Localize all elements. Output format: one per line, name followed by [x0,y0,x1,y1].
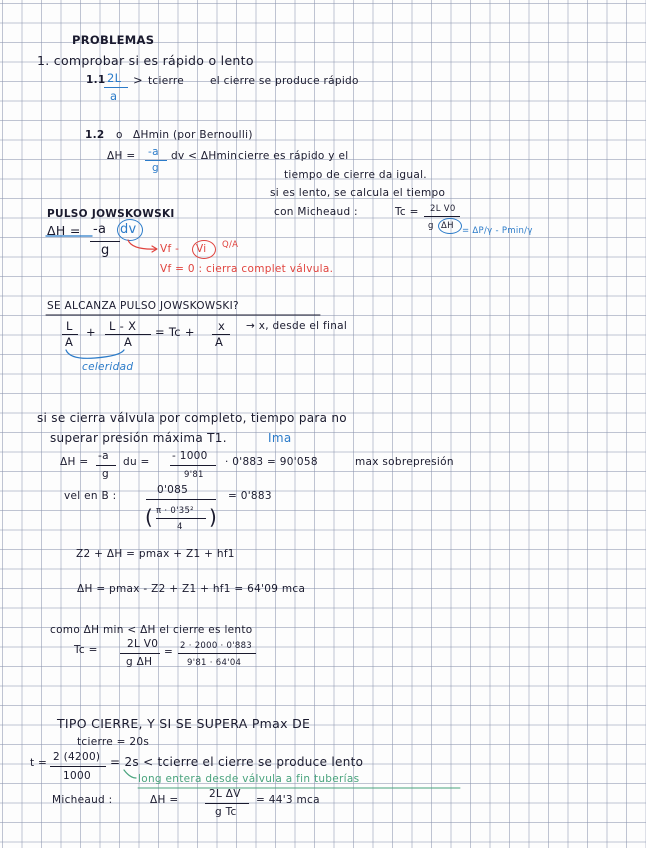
celeridad-brace [66,350,124,358]
s12-eq-lhs: ΔH = [107,150,136,162]
s11-frac-den: a [110,89,118,103]
s11-op: > [133,73,143,87]
joukowski-qa: Q/A [222,240,239,250]
tipo-green-note: long entera desde válvula a fin tuberías [138,773,360,785]
tipo-micheaud-lhs: ΔH = [150,794,179,806]
tipo-micheaud-den: g Tc [215,806,237,818]
joukowski-title: PULSO JOWSKOWSKI [47,208,175,220]
alcanza-plus: + [86,325,96,339]
alcanza-f3-den: A [215,335,224,349]
alcanza-arrow-text: → x, desde el final [246,320,348,332]
alcanza-f1-den: A [65,335,74,349]
joukowski-den: g [101,243,110,258]
alcanza-f2-num: L - X [109,319,137,333]
cierre-tc-den: g ΔH [126,656,153,668]
cierre-dh-2: ΔH = pmax - Z2 + Z1 + hf1 = 64'09 mca [77,583,306,595]
cierre-tc-num-2: 2 · 2000 · 0'883 [180,641,253,651]
s12-tc-num: 2L V0 [430,204,456,214]
joukowski-note: Vf = 0 : cierra complet válvula. [160,263,334,275]
tipo-title: TIPO CIERRE, Y SI SE SUPERA Pmax DE [57,716,311,731]
s12-note-2: tiempo de cierre da igual. [284,169,427,181]
s12-tc-den-g: g [428,221,434,231]
s12-frac-num: -a [148,146,159,158]
tipo-t-num: 2 (4200) [53,751,101,763]
cierre-dh-rest: · 0'883 = 90'058 [225,456,318,468]
cierre-dh-den: g [102,468,109,480]
alcanza-f2-den: A [124,335,133,349]
alcanza-mid: = Tc + [155,325,195,339]
cierre-como: como ΔH min < ΔH el cierre es lento [50,624,253,636]
tipo-green-bracket [124,770,136,778]
page-heading: PROBLEMAS [72,33,155,47]
s11-rhs: tcierre [148,75,185,87]
s12-note-4: con Micheaud : [274,206,358,218]
joukowski-vi: Vi [196,243,207,255]
tipo-t-rest: = 2s < tcierre el cierre se produce lento [110,755,364,769]
cierre-vel-result: = 0'883 [228,490,272,502]
cierre-dh-num: -a [98,450,109,462]
s11-frac-num: 2L [107,71,122,85]
section-1-1-number: 1.1 [86,74,106,86]
joukowski-arrow-text: Vf - [160,243,180,255]
joukowski-num-dv: dv [120,222,137,237]
problem-1-title: 1. comprobar si es rápido o lento [37,53,254,68]
s12-frac-den: g [152,162,159,174]
cierre-vel-paren-left: ( [145,505,154,529]
cierre-line-2: superar presión máxima T1. [50,431,227,445]
s12-tc-den-dh: ΔH [441,221,454,231]
cierre-tc-lhs: Tc = [74,644,98,656]
cierre-bernoulli: Z2 + ΔH = pmax + Z1 + hf1 [76,548,235,560]
joukowski-red-arrow [128,240,156,249]
cierre-tc-equals: = [164,646,174,658]
tipo-micheaud-num: 2L ΔV [209,788,241,800]
cierre-line-2-blue: Ima [268,431,292,445]
tipo-t-den: 1000 [63,770,91,782]
s12-note-3: si es lento, se calcula el tiempo [270,187,446,199]
section-1-2-number: 1.2 [85,129,105,141]
cierre-vel-label: vel en B : [64,490,117,502]
tipo-tcierre: tcierre = 20s [77,736,150,748]
cierre-tc-den-2: 9'81 · 64'04 [187,658,242,668]
tipo-micheaud-result: = 44'3 mca [256,794,320,806]
s12-tc-label: Tc = [395,206,419,218]
s12-or: o [116,129,123,141]
cierre-vel-den-4: 4 [177,522,183,532]
cierre-vel-den-inner: π · 0'35² [156,506,194,516]
cierre-dh-note: max sobrepresión [355,456,454,468]
cierre-tc-num: 2L V0 [127,638,159,650]
s11-note: el cierre se produce rápido [210,75,359,87]
cierre-vel-paren-right: ) [209,505,218,529]
tipo-t-lhs: t = [30,757,48,769]
cierre-vel-num: 0'085 [157,484,189,496]
s12-note-1: cierre es rápido y el [238,150,349,162]
cierre-line-1: si se cierra válvula por completo, tiempo para no [37,411,347,425]
s12-title: ΔHmin (por Bernoulli) [133,129,253,141]
alcanza-title: SE ALCANZA PULSO JOWSKOWSKI? [47,300,239,312]
tipo-micheaud-label: Micheaud : [52,794,113,806]
alcanza-f1-num: L [66,319,73,333]
cierre-dh-den-2: 9'81 [184,470,204,480]
joukowski-lhs: ΔH = [47,223,81,238]
alcanza-brace-label: celeridad [82,361,134,373]
alcanza-f3-num: x [218,319,226,333]
s12-side-eq: = ΔP/γ - Pmin/γ [462,226,533,236]
cierre-dh-lhs: ΔH = [60,456,89,468]
cierre-dh-num-2: - 1000 [172,450,208,462]
cierre-dh-dv: du = [123,456,150,468]
s12-eq-rhs: dv < ΔHmin [171,150,238,162]
joukowski-num-a: -a [93,222,107,237]
